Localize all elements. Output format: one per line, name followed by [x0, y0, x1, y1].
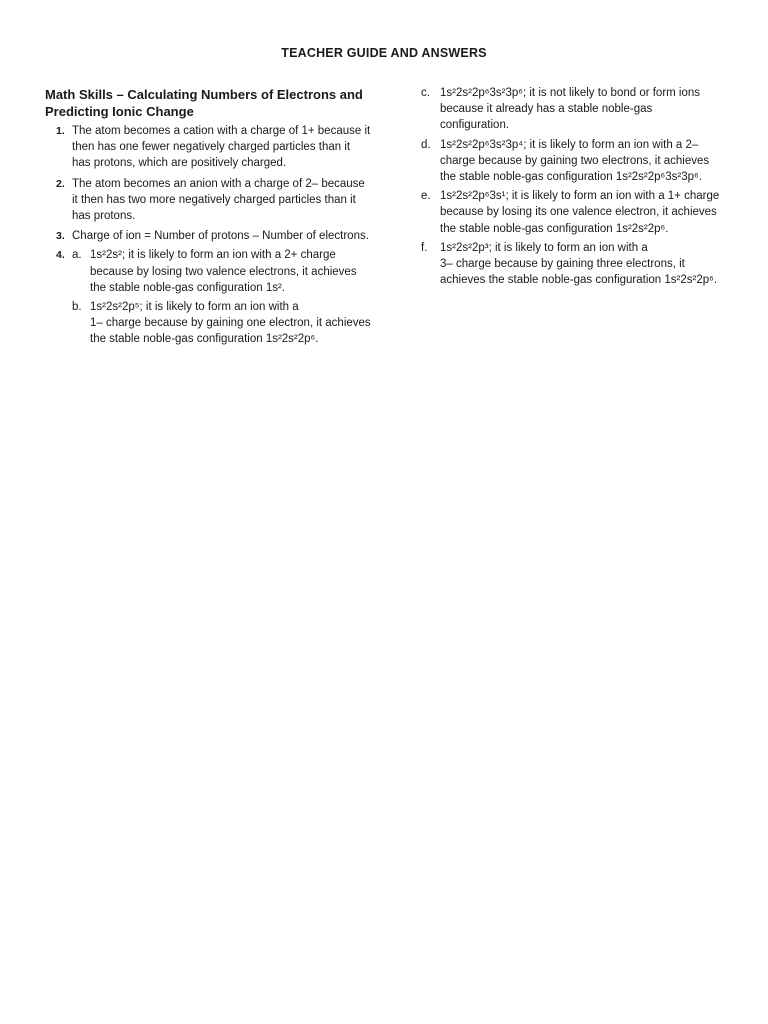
answer-item-4 [45, 247, 375, 347]
answer-text-line: The atom becomes an anion with a charge of 2– because [72, 177, 365, 190]
sub-answer-b [45, 299, 375, 348]
answer-text-line: it then has two more negatively charged particles than it [72, 193, 356, 206]
sub-answer-f [421, 240, 726, 289]
sub-letter: d. [421, 138, 431, 151]
sub-letter: a. [72, 249, 82, 262]
answer-text-line: has protons, which are positively charged. [72, 157, 287, 170]
answer-item-1 [45, 123, 375, 172]
sub-answer-d [421, 137, 726, 186]
item-number: 2. [56, 177, 65, 190]
sub-answer-e [421, 188, 726, 237]
sub-answer-line-1 [90, 247, 375, 263]
answer-item-2 [45, 176, 375, 225]
item-number: 1. [56, 125, 65, 137]
electron-configuration: 1s²2s²2p⁵ [90, 301, 140, 314]
answer-text-line: has protons. [72, 210, 136, 223]
answer-text-line: because it already has a stable noble-gas [440, 103, 653, 116]
sub-answer-c [421, 85, 726, 134]
answer-item-3 [45, 228, 375, 244]
answer-text-line: The atom becomes a cation with a charge of 1+ because it [72, 125, 371, 137]
sub-answer-line-1 [440, 85, 726, 101]
answer-text-line: configuration. [440, 119, 510, 132]
answer-text-line: 3– charge because by gaining three electrons, it [440, 258, 685, 271]
item-number: 3. [56, 230, 65, 243]
section-title [45, 86, 375, 120]
section-title-line-1: Math Skills – Calculating Numbers of Electrons and [45, 87, 363, 102]
electron-configuration: 1s²2s² [90, 249, 122, 262]
sub-answer-a [45, 247, 375, 296]
answer-text: ; it is likely to form an ion with a 1+ charge [505, 190, 720, 203]
sub-letter: e. [421, 190, 431, 203]
sub-answer-line-1 [440, 240, 726, 256]
electron-configuration: 1s²2s²2p⁶3s²3p⁶ [440, 87, 523, 99]
electron-configuration: 1s²2s²2p⁶3s²3p⁴ [440, 138, 524, 151]
answer-text-line: charge because by gaining two electrons, it achieves [440, 154, 710, 167]
answer-text-line: the stable noble-gas configuration 1s². [90, 281, 285, 294]
sub-letter: b. [72, 301, 82, 314]
answer-text-line: the stable noble-gas configuration 1s²2s²2p⁶3s²3p⁶. [440, 171, 702, 184]
sub-answer-line-1 [440, 137, 726, 153]
sub-answer-line-1 [440, 188, 726, 204]
electron-configuration: 1s²2s²2p⁶3s¹ [440, 190, 506, 203]
sub-letter: c. [421, 87, 430, 99]
answer-text-line: because by losing its one valence electron, it achieves [440, 206, 717, 219]
answer-text: ; it is likely to form an ion with a [139, 301, 299, 314]
answer-text-line: then has one fewer negatively charged particles than it [72, 141, 351, 154]
answer-text: ; it is likely to form an ion with a [488, 241, 648, 254]
sub-letter: f. [421, 241, 428, 254]
answer-text-line: the stable noble-gas configuration 1s²2s²2p⁶. [90, 333, 319, 346]
section-title-line-2: Predicting Ionic Change [45, 104, 194, 119]
answer-text-line: achieves the stable noble-gas configuration 1s²2s²2p⁶. [440, 274, 718, 287]
answer-text-line: 1– charge because by gaining one electron, it achieves [90, 317, 371, 330]
right-column [421, 85, 726, 291]
answer-text: ; it is likely to form an ion with a 2– [523, 138, 699, 151]
electron-configuration: 1s²2s²2p³ [440, 241, 489, 254]
answer-text-line: the stable noble-gas configuration 1s²2s²2p⁶. [440, 222, 669, 235]
sub-answer-line-1 [90, 299, 375, 315]
answer-text-line: because by losing two valence electrons, it achieves [90, 265, 357, 278]
answer-text: ; it is likely to form an ion with a 2+ charge [121, 249, 336, 262]
answer-text: ; it is not likely to bond or form ions [522, 87, 701, 99]
answer-text-line: Charge of ion = Number of protons – Number of electrons. [72, 230, 369, 243]
page-title: TEACHER GUIDE AND ANSWERS [281, 46, 487, 60]
item-number: 4. [56, 249, 65, 262]
left-column [45, 86, 375, 352]
